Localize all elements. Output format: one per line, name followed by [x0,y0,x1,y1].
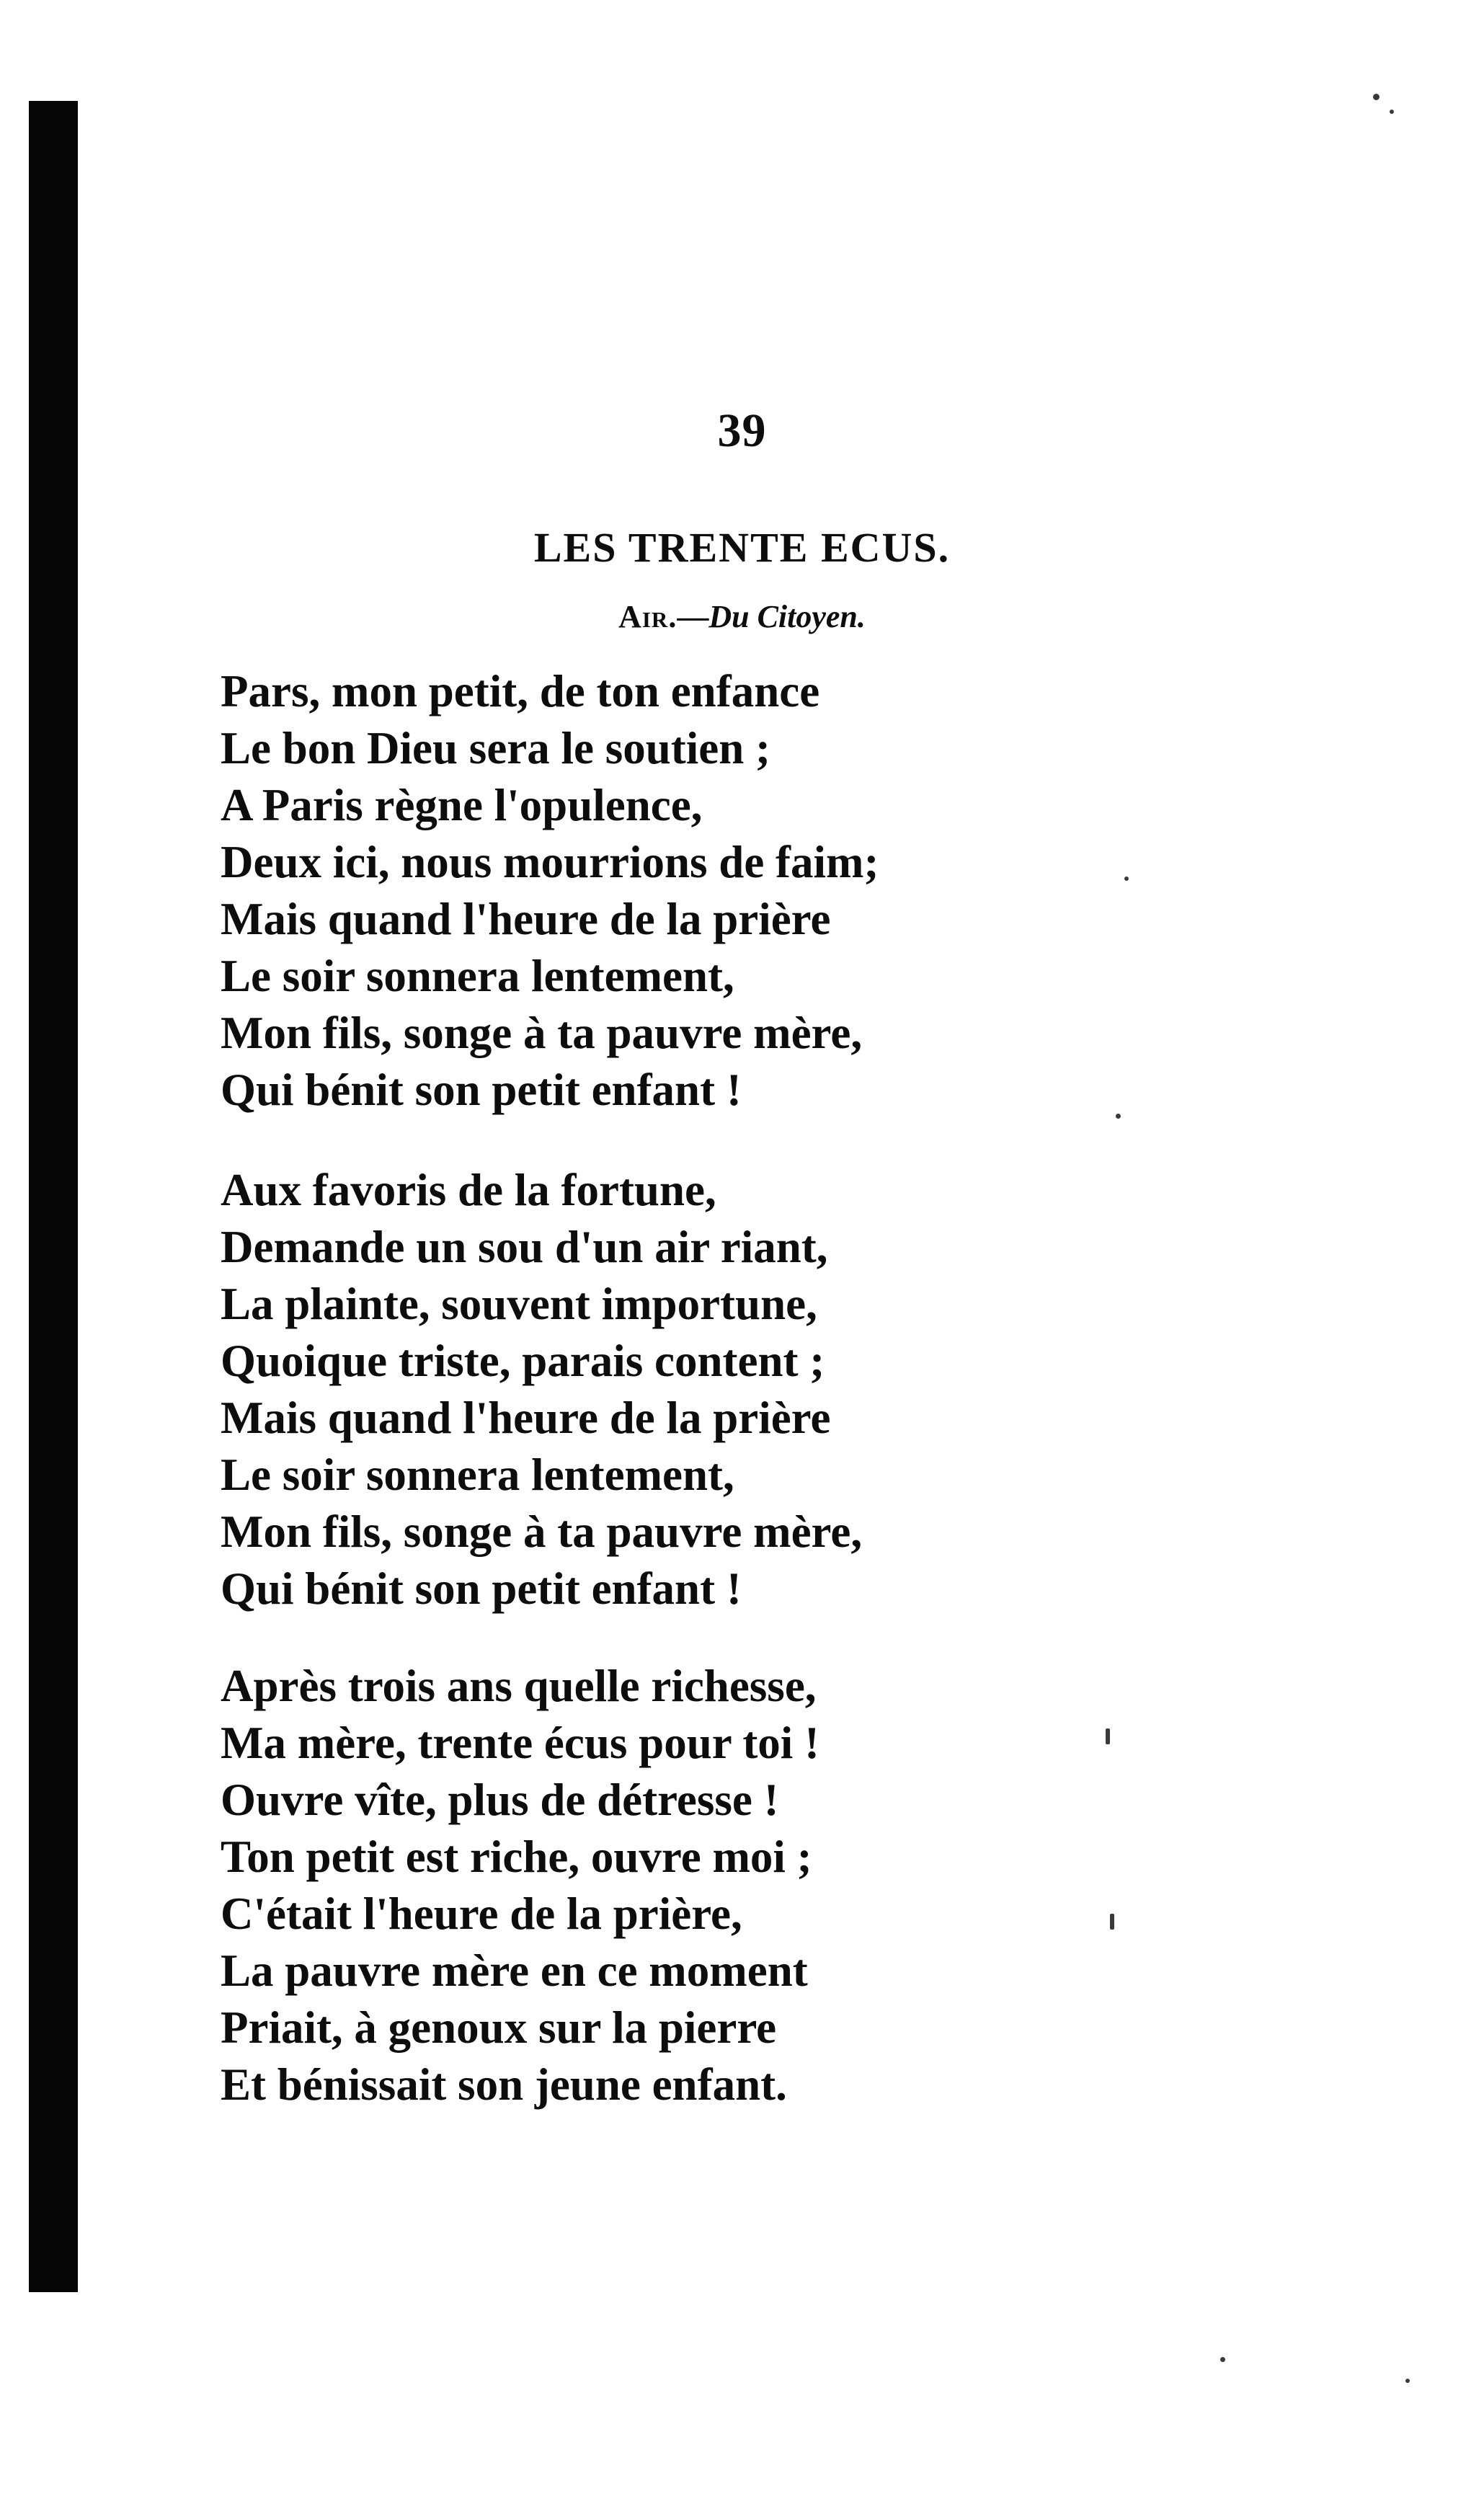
verse-line: Ma mère, trente écus pour toi ! [221,1718,820,1768]
air-name: Du Citoyen. [708,599,866,634]
verse-line: Le soir sonnera lentement, [221,951,734,1001]
scan-speck [1373,94,1379,100]
scan-speck [1390,110,1394,114]
verse-line: Ton petit est riche, ouvre moi ; [221,1832,812,1882]
verse-line: A Paris règne l'opulence, [221,780,703,830]
verse-line: C'était l'heure de la prière, [221,1888,742,1939]
verse-line: Pars, mon petit, de ton enfance [221,666,820,716]
scan-speck [1124,876,1129,881]
verse-line: Quoique triste, parais content ; [221,1336,825,1386]
air-separator: — [677,599,709,634]
verse-line: Demande un sou d'un air riant, [221,1222,828,1272]
verse-line: La pauvre mère en ce moment [221,1945,808,1996]
verse-line: Qui bénit son petit enfant ! [221,1563,742,1614]
scan-speck [1405,2379,1410,2383]
verse-line: La plainte, souvent importune, [221,1279,817,1329]
scan-speck [1106,1728,1110,1744]
verse-line: Mon fils, songe à ta pauvre mère, [221,1008,863,1058]
verse-line: Mon fils, songe à ta pauvre mère, [221,1506,863,1557]
air-indication [0,598,1484,635]
scan-speck [1110,1914,1114,1930]
verse-line: Aux favoris de la fortune, [221,1165,716,1215]
verse-line: Le bon Dieu sera le soutien ; [221,723,770,773]
page-number: 39 [717,404,767,457]
scan-speck [1116,1114,1121,1119]
stanza-1 [221,663,1158,1119]
verse-line: Mais quand l'heure de la prière [221,894,831,944]
verse-line: Qui bénit son petit enfant ! [221,1065,742,1115]
verse-line: Priait, à genoux sur la pierre [221,2002,777,2053]
stanza-2 [221,1162,1158,1617]
scan-speck [1220,2357,1225,2362]
verse-line: Ouvre vîte, plus de détresse ! [221,1775,779,1825]
verse-line: Et bénissait son jeune enfant. [221,2059,787,2110]
verse-line: Après trois ans quelle richesse, [221,1661,817,1711]
verse-line: Mais quand l'heure de la prière [221,1393,831,1443]
verse-line: Deux ici, nous mourrions de faim; [221,837,879,887]
air-label: Air. [618,599,677,634]
stanza-3 [221,1658,1158,2113]
poem-title: LES TRENTE ECUS. [533,524,951,571]
verse-line: Le soir sonnera lentement, [221,1450,734,1500]
